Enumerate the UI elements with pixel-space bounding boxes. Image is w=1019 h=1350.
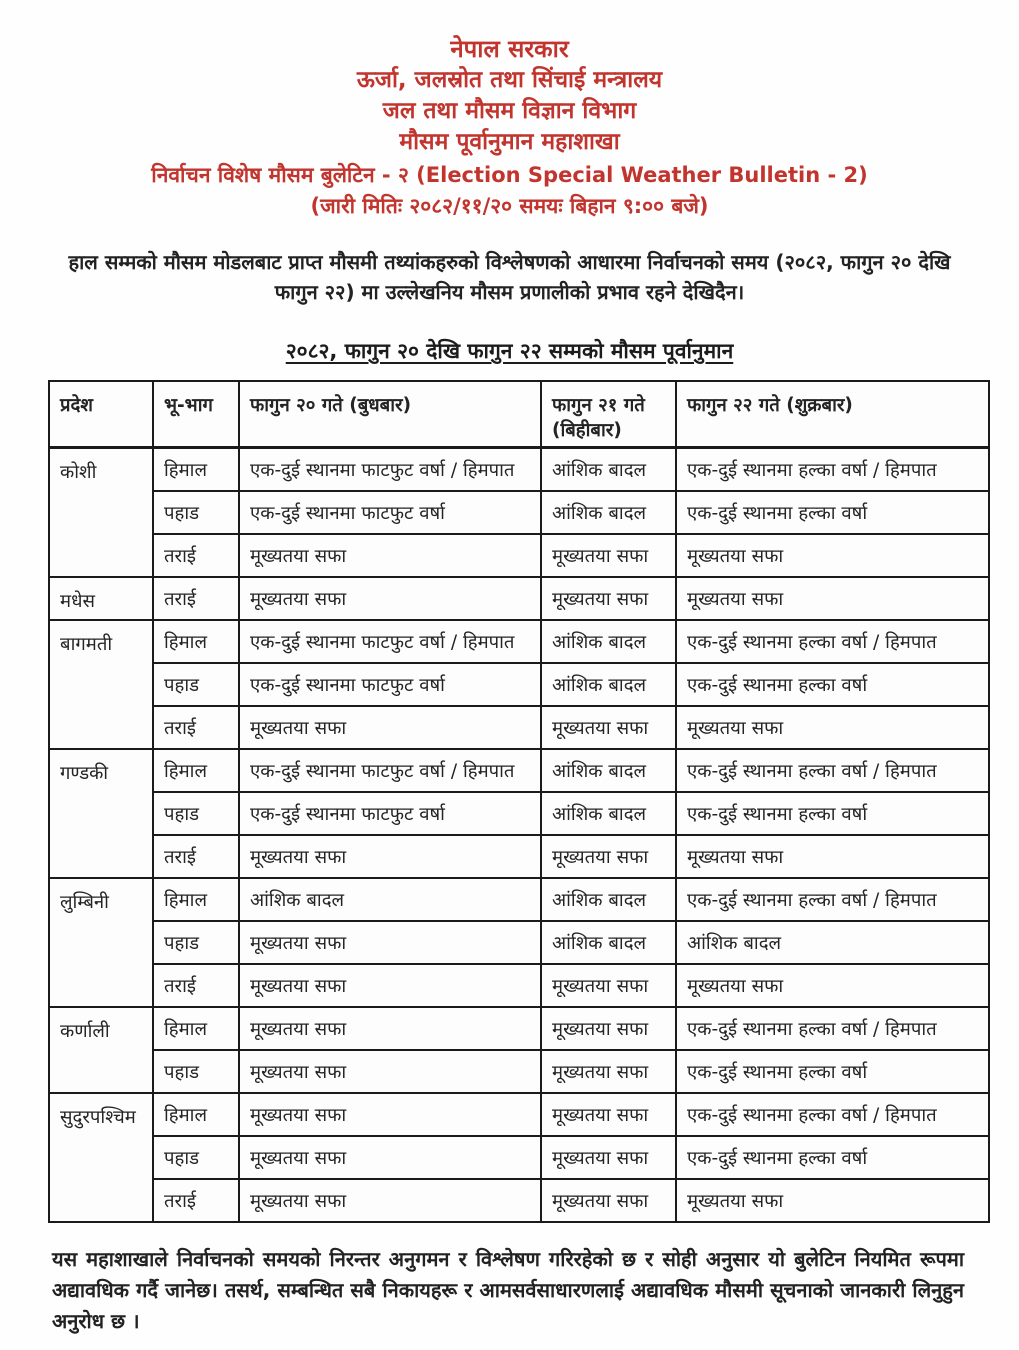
ministry-title: ऊर्जा, जलस्रोत तथा सिंचाई मन्त्रालय (356, 67, 663, 94)
day2-forecast-cell: आंशिक बादल (541, 921, 676, 964)
region-cell: हिमाल (153, 1093, 239, 1136)
intro-paragraph: हाल सम्मको मौसम मोडलबाट प्राप्त मौसमी तथ्यांकहरुको विश्लेषणको आधारमा निर्वाचनको समय (२०८२, फागुन २० देखि फागुन २२) मा उल्लेखनिय मौसम प्रणालीको प्रभाव रहने देखिदैन। (68, 250, 951, 305)
forecast-table-title: २०८२, फागुन २० देखि फागुन २२ सम्मको मौसम पूर्वानुमान (285, 339, 734, 364)
region-cell: हिमाल (153, 1007, 239, 1050)
day3-forecast-cell: एक-दुई स्थानमा हल्का वर्षा / हिमपात (676, 1093, 989, 1136)
region-cell: पहाड (153, 663, 239, 706)
day2-forecast-cell: आंशिक बादल (541, 491, 676, 534)
day1-forecast-cell: मूख्यतया सफा (239, 964, 541, 1007)
table-row (49, 878, 989, 921)
government-title: नेपाल सरकार (450, 35, 569, 63)
day3-forecast-cell: मूख्यतया सफा (676, 706, 989, 749)
table-row (49, 749, 989, 792)
day2-forecast-cell: मूख्यतया सफा (541, 1179, 676, 1222)
province-cell: कर्णाली (49, 1007, 153, 1093)
table-row (49, 706, 989, 749)
letterhead (0, 0, 1019, 221)
day3-forecast-cell: एक-दुई स्थानमा हल्का वर्षा / हिमपात (676, 448, 989, 491)
day3-forecast-cell: आंशिक बादल (676, 921, 989, 964)
table-row (49, 1007, 989, 1050)
table-row (49, 534, 989, 577)
day2-forecast-cell: आंशिक बादल (541, 663, 676, 706)
day3-forecast-cell: एक-दुई स्थानमा हल्का वर्षा (676, 663, 989, 706)
region-cell: तराई (153, 577, 239, 620)
day2-forecast-cell: मूख्यतया सफा (541, 534, 676, 577)
day3-forecast-cell: एक-दुई स्थानमा हल्का वर्षा / हिमपात (676, 620, 989, 663)
day3-forecast-cell: मूख्यतया सफा (676, 534, 989, 577)
table-row (49, 663, 989, 706)
region-cell: हिमाल (153, 878, 239, 921)
day1-forecast-cell: मूख्यतया सफा (239, 1179, 541, 1222)
day3-forecast-cell: मूख्यतया सफा (676, 1179, 989, 1222)
day2-forecast-cell: मूख्यतया सफा (541, 1136, 676, 1179)
day3-forecast-cell: मूख्यतया सफा (676, 577, 989, 620)
region-cell: हिमाल (153, 448, 239, 491)
day2-forecast-cell: मूख्यतया सफा (541, 706, 676, 749)
day1-forecast-cell: मूख्यतया सफा (239, 534, 541, 577)
header-day3: फागुन २२ गते (शुक्रबार) (676, 381, 989, 448)
day3-forecast-cell: एक-दुई स्थानमा हल्का वर्षा / हिमपात (676, 1007, 989, 1050)
day2-forecast-cell: आंशिक बादल (541, 749, 676, 792)
day2-forecast-cell: आंशिक बादल (541, 792, 676, 835)
day1-forecast-cell: मूख्यतया सफा (239, 835, 541, 878)
province-cell: लुम्बिनी (49, 878, 153, 1007)
province-cell: गण्डकी (49, 749, 153, 878)
region-cell: तराई (153, 835, 239, 878)
header-day1: फागुन २० गते (बुधबार) (239, 381, 541, 448)
region-cell: तराई (153, 964, 239, 1007)
table-row (49, 1093, 989, 1136)
table-row (49, 1136, 989, 1179)
department-title: जल तथा मौसम विज्ञान विभाग (382, 98, 637, 125)
region-cell: हिमाल (153, 620, 239, 663)
header-region: भू-भाग (153, 381, 239, 448)
table-row (49, 1179, 989, 1222)
header-day2: फागुन २१ गते (बिहीबार) (541, 381, 676, 448)
day3-forecast-cell: एक-दुई स्थानमा हल्का वर्षा (676, 792, 989, 835)
table-row (49, 491, 989, 534)
day3-forecast-cell: मूख्यतया सफा (676, 964, 989, 1007)
day2-forecast-cell: आंशिक बादल (541, 878, 676, 921)
day1-forecast-cell: मूख्यतया सफा (239, 577, 541, 620)
day2-forecast-cell: मूख्यतया सफा (541, 577, 676, 620)
day2-forecast-cell: मूख्यतया सफा (541, 1007, 676, 1050)
footer-paragraph: यस महाशाखाले निर्वाचनको समयको निरन्तर अनुगमन र विश्लेषण गरिरहेको छ र सोही अनुसार यो बुलेटिन नियमित रूपमा अद्यावधिक गर्दै जानेछ। तसर्थ, सम्बन्धित सबै निकायहरू र आमसर्वसाधारणलाई अद्यावधिक मौसमी सूचनाको जानकारी लिनुहुन अनुरोध छ । (52, 1247, 964, 1333)
day1-forecast-cell: एक-दुई स्थानमा फाटफुट वर्षा / हिमपात (239, 749, 541, 792)
region-cell: पहाड (153, 1136, 239, 1179)
header-province: प्रदेश (49, 381, 153, 448)
day1-forecast-cell: मूख्यतया सफा (239, 921, 541, 964)
table-header-row (49, 381, 989, 448)
day1-forecast-cell: मूख्यतया सफा (239, 1007, 541, 1050)
region-cell: पहाड (153, 491, 239, 534)
day1-forecast-cell: मूख्यतया सफा (239, 1136, 541, 1179)
table-row (49, 835, 989, 878)
day1-forecast-cell: मूख्यतया सफा (239, 706, 541, 749)
region-cell: तराई (153, 1179, 239, 1222)
day2-forecast-cell: मूख्यतया सफा (541, 1093, 676, 1136)
day2-forecast-cell: मूख्यतया सफा (541, 964, 676, 1007)
region-cell: पहाड (153, 1050, 239, 1093)
day2-forecast-cell: आंशिक बादल (541, 620, 676, 663)
day3-forecast-cell: एक-दुई स्थानमा हल्का वर्षा (676, 491, 989, 534)
table-row (49, 792, 989, 835)
region-cell: तराई (153, 706, 239, 749)
forecast-table-body (49, 448, 989, 1222)
province-cell: सुदुरपश्चिम (49, 1093, 153, 1222)
issue-date-line: (जारी मितिः २०८२/११/२० समयः बिहान ९:०० बजे) (310, 193, 709, 218)
day3-forecast-cell: मूख्यतया सफा (676, 835, 989, 878)
day3-forecast-cell: एक-दुई स्थानमा हल्का वर्षा / हिमपात (676, 749, 989, 792)
table-row (49, 921, 989, 964)
region-cell: हिमाल (153, 749, 239, 792)
day1-forecast-cell: मूख्यतया सफा (239, 1093, 541, 1136)
province-cell: मधेस (49, 577, 153, 620)
day2-forecast-cell: आंशिक बादल (541, 448, 676, 491)
province-cell: कोशी (49, 448, 153, 577)
region-cell: पहाड (153, 921, 239, 964)
day3-forecast-cell: एक-दुई स्थानमा हल्का वर्षा (676, 1136, 989, 1179)
day2-forecast-cell: मूख्यतया सफा (541, 835, 676, 878)
table-row (49, 577, 989, 620)
province-cell: बागमती (49, 620, 153, 749)
table-row (49, 964, 989, 1007)
table-row (49, 448, 989, 491)
day1-forecast-cell: मूख्यतया सफा (239, 1050, 541, 1093)
day1-forecast-cell: आंशिक बादल (239, 878, 541, 921)
day1-forecast-cell: एक-दुई स्थानमा फाटफुट वर्षा / हिमपात (239, 620, 541, 663)
region-cell: पहाड (153, 792, 239, 835)
day1-forecast-cell: एक-दुई स्थानमा फाटफुट वर्षा / हिमपात (239, 448, 541, 491)
table-row (49, 1050, 989, 1093)
day1-forecast-cell: एक-दुई स्थानमा फाटफुट वर्षा (239, 491, 541, 534)
day3-forecast-cell: एक-दुई स्थानमा हल्का वर्षा (676, 1050, 989, 1093)
day2-forecast-cell: मूख्यतया सफा (541, 1050, 676, 1093)
region-cell: तराई (153, 534, 239, 577)
forecast-table (48, 380, 990, 1223)
table-row (49, 620, 989, 663)
bulletin-title: निर्वाचन विशेष मौसम बुलेटिन - २ (Election Special Weather Bulletin - 2) (151, 163, 868, 188)
division-title: मौसम पूर्वानुमान महाशाखा (399, 129, 620, 156)
day1-forecast-cell: एक-दुई स्थानमा फाटफुट वर्षा (239, 792, 541, 835)
day3-forecast-cell: एक-दुई स्थानमा हल्का वर्षा / हिमपात (676, 878, 989, 921)
day1-forecast-cell: एक-दुई स्थानमा फाटफुट वर्षा (239, 663, 541, 706)
